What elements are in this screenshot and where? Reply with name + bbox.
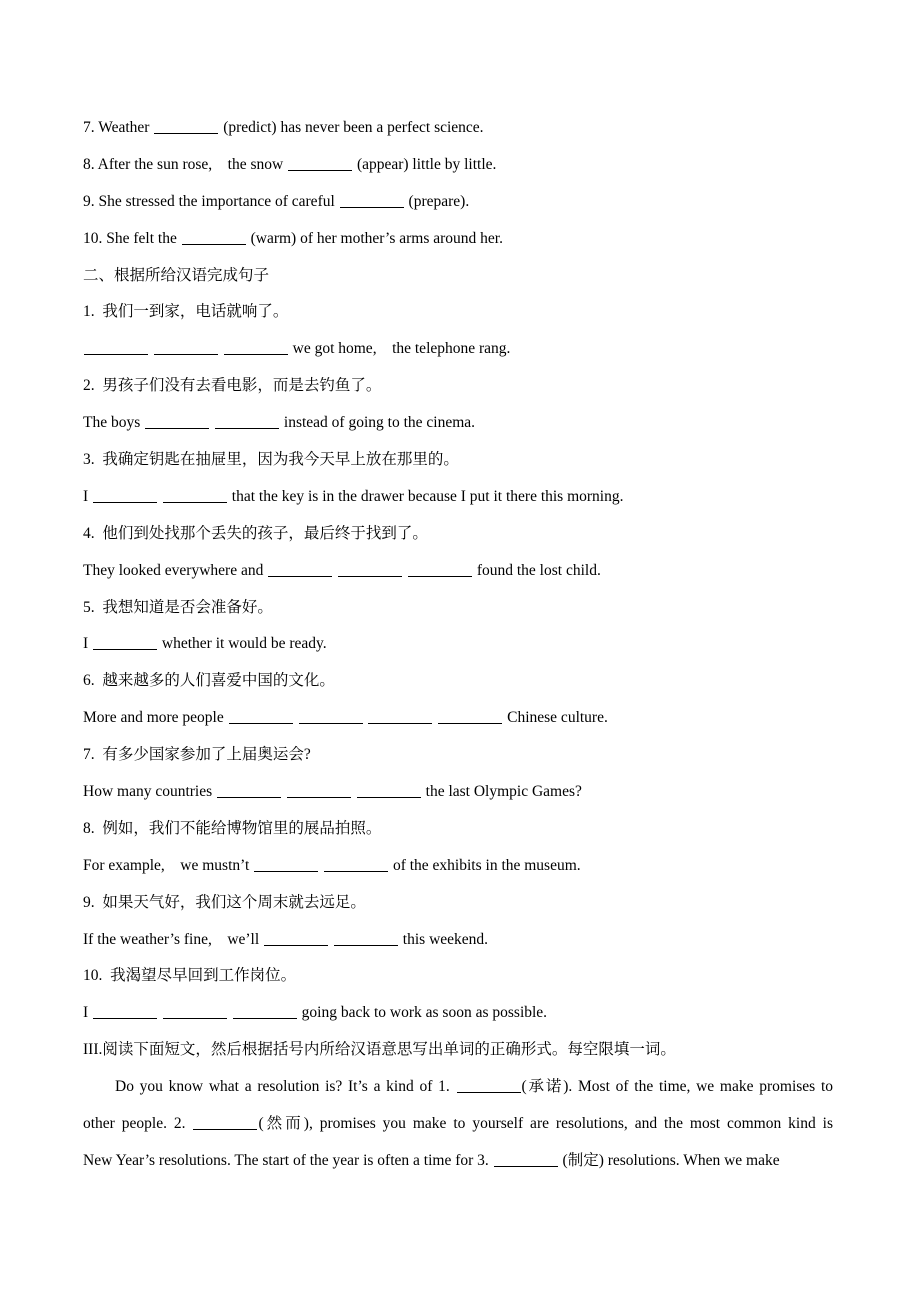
document-page	[83, 110, 833, 1180]
answer-blank[interactable]	[287, 783, 351, 798]
answer-blank[interactable]	[93, 488, 157, 503]
line-text: going back to work as soon as possible.	[297, 1004, 548, 1022]
text-line	[83, 885, 833, 922]
text-line	[83, 774, 833, 811]
answer-blank[interactable]	[163, 1004, 227, 1019]
answer-blank[interactable]	[154, 340, 218, 355]
line-text	[149, 340, 153, 357]
text-line	[83, 848, 833, 885]
line-text: (appear) little by little.	[353, 155, 497, 173]
text-line	[83, 258, 833, 295]
line-text: 4. 他们到处找那个丢失的孩子，最后终于找到了。	[83, 524, 428, 542]
answer-blank[interactable]	[215, 414, 279, 429]
line-text: (然而), promises you make to yourself are resolutions, and the most common kind is	[258, 1115, 833, 1133]
text-line	[83, 331, 833, 368]
text-line	[83, 147, 833, 184]
answer-blank[interactable]	[84, 340, 148, 355]
text-line	[83, 184, 833, 221]
text-line	[83, 626, 833, 663]
answer-blank[interactable]	[268, 562, 332, 577]
text-line	[83, 294, 833, 331]
answer-blank[interactable]	[288, 156, 352, 171]
line-text: 2. 男孩子们没有去看电影，而是去钓鱼了。	[83, 377, 382, 395]
line-text: Chinese culture.	[503, 709, 608, 727]
line-text	[219, 340, 223, 357]
text-line	[83, 811, 833, 848]
answer-blank[interactable]	[338, 562, 402, 577]
line-text: (制定) resolutions. When we make	[558, 1151, 780, 1169]
line-text	[333, 562, 337, 579]
answer-blank[interactable]	[457, 1078, 521, 1093]
line-text	[364, 709, 368, 726]
line-text: More and more people	[83, 709, 228, 727]
line-text: 二、根据所给汉语完成句子	[83, 266, 270, 284]
answer-blank[interactable]	[264, 931, 328, 946]
answer-blank[interactable]	[229, 709, 293, 724]
answer-blank[interactable]	[163, 488, 227, 503]
answer-blank[interactable]	[217, 783, 281, 798]
text-line	[83, 700, 833, 737]
answer-blank[interactable]	[193, 1115, 257, 1130]
line-text: I	[83, 487, 93, 505]
text-line	[83, 516, 833, 553]
line-text: instead of going to the cinema.	[280, 414, 476, 432]
line-text: (predict) has never been a perfect science.	[219, 119, 484, 136]
line-text: New Year’s resolutions. The start of the year is often a time for 3.	[83, 1151, 493, 1169]
answer-blank[interactable]	[93, 635, 157, 650]
line-text	[158, 1004, 162, 1021]
line-text: (承诺). Most of the time, we make promises to	[521, 1078, 833, 1096]
line-text: 10. She felt the	[83, 229, 181, 247]
answer-blank[interactable]	[494, 1152, 558, 1167]
line-text	[433, 709, 437, 726]
answer-blank[interactable]	[182, 230, 246, 245]
text-line	[83, 1143, 833, 1180]
text-line	[83, 368, 833, 405]
line-text: 7. 有多少国家参加了上届奥运会?	[83, 746, 311, 764]
text-line	[83, 479, 833, 516]
answer-blank[interactable]	[438, 709, 502, 724]
line-text: I	[83, 1004, 93, 1022]
line-text: I	[83, 635, 93, 653]
text-line	[83, 1069, 833, 1106]
line-text	[210, 414, 214, 431]
line-text: 6. 越来越多的人们喜爱中国的文化。	[83, 672, 335, 690]
line-text: The boys	[83, 414, 145, 432]
answer-blank[interactable]	[299, 709, 363, 724]
line-text: Do you know what a resolution is? It’s a kind of 1.	[115, 1078, 456, 1096]
text-line	[83, 663, 833, 700]
answer-blank[interactable]	[334, 931, 398, 946]
line-text: that the key is in the drawer because I put it there this morning.	[227, 487, 624, 505]
line-text	[329, 931, 333, 948]
line-text	[403, 562, 407, 579]
line-text: For example, we mustn’t	[83, 856, 254, 874]
text-line	[83, 553, 833, 590]
line-text: How many countries	[83, 783, 217, 801]
text-line	[83, 995, 833, 1032]
answer-blank[interactable]	[357, 783, 421, 798]
answer-blank[interactable]	[408, 562, 472, 577]
text-line	[83, 1032, 833, 1069]
line-text: the last Olympic Games?	[421, 783, 582, 801]
line-text	[228, 1004, 232, 1021]
line-text: 7. Weather	[83, 119, 154, 136]
text-line	[83, 590, 833, 627]
text-line	[83, 922, 833, 959]
line-text: this weekend.	[398, 930, 489, 948]
answer-blank[interactable]	[233, 1004, 297, 1019]
line-text: whether it would be ready.	[158, 635, 327, 653]
text-line	[83, 221, 833, 258]
text-line	[83, 737, 833, 774]
line-text: 9. 如果天气好，我们这个周末就去远足。	[83, 893, 366, 911]
answer-blank[interactable]	[93, 1004, 157, 1019]
line-text: (prepare).	[404, 192, 470, 210]
line-text: 9. She stressed the importance of careful	[83, 192, 339, 210]
line-text: They looked everywhere and	[83, 561, 268, 579]
text-line	[83, 958, 833, 995]
line-text	[294, 709, 298, 726]
text-line	[83, 405, 833, 442]
line-text	[319, 857, 323, 874]
text-line	[83, 1106, 833, 1143]
answer-blank[interactable]	[340, 193, 404, 208]
answer-blank[interactable]	[254, 857, 318, 872]
line-text	[282, 783, 286, 800]
line-text: 5. 我想知道是否会准备好。	[83, 598, 273, 616]
line-text: 10. 我渴望尽早回到工作岗位。	[83, 967, 297, 985]
line-text: (warm) of her mother’s arms around her.	[246, 229, 503, 247]
answer-blank[interactable]	[154, 119, 218, 134]
line-text: other people. 2.	[83, 1115, 193, 1133]
line-text	[158, 488, 162, 505]
line-text: 3. 我确定钥匙在抽屉里，因为我今天早上放在那里的。	[83, 451, 459, 469]
text-line	[83, 110, 833, 147]
answer-blank[interactable]	[224, 340, 288, 355]
line-text: 1. 我们一到家，电话就响了。	[83, 303, 289, 321]
text-line	[83, 442, 833, 479]
line-text: we got home, the telephone rang.	[288, 340, 511, 358]
line-text: 8. After the sun rose, the snow	[83, 155, 288, 173]
line-text	[352, 783, 356, 800]
line-text: of the exhibits in the museum.	[389, 856, 581, 874]
line-text: found the lost child.	[472, 561, 601, 579]
answer-blank[interactable]	[324, 857, 388, 872]
answer-blank[interactable]	[145, 414, 209, 429]
answer-blank[interactable]	[368, 709, 432, 724]
line-text: If the weather’s fine, we’ll	[83, 930, 264, 948]
line-text: 8. 例如，我们不能给博物馆里的展品拍照。	[83, 819, 382, 837]
line-text: III.阅读下面短文，然后根据括号内所给汉语意思写出单词的正确形式。每空限填一词。	[83, 1041, 676, 1059]
